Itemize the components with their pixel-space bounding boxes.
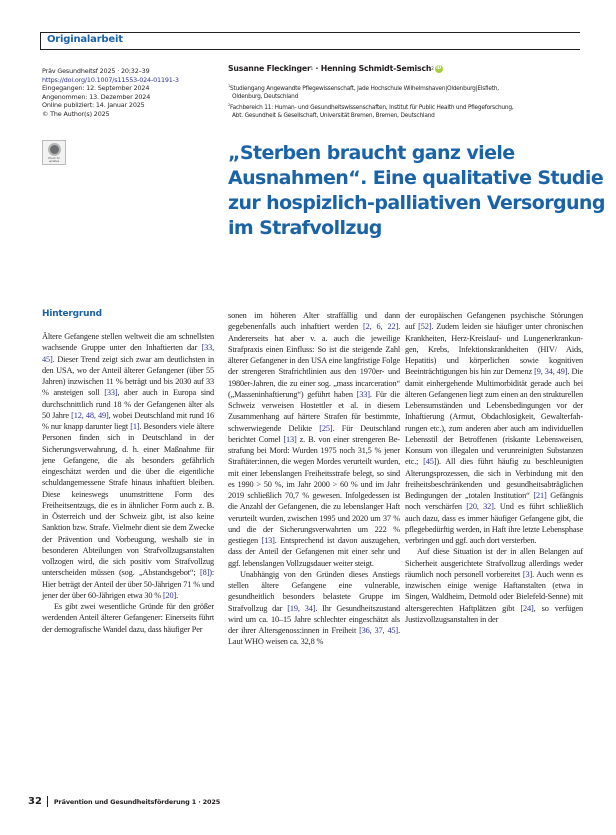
- citation-link[interactable]: [20]: [162, 590, 177, 600]
- affiliation-text: Studiengang Angewandte Pflegewissenschaft, Jade Hochschule Wilhelmshaven|Oldenburg|Elsfleth,: [230, 86, 499, 92]
- doi-link[interactable]: https://doi.org/10.1007/s11553-024-01191-3: [42, 75, 179, 84]
- citation-link[interactable]: [21]: [533, 491, 547, 500]
- citation-link[interactable]: [8]: [199, 568, 210, 578]
- copyright: © The Author(s) 2025: [42, 109, 110, 118]
- article-metadata: [42, 67, 227, 119]
- paragraph: der europäischen Gefangenen psychische Störungen auf [52]. Zudem leiden sie häufiger unter chronischen Krankheiten, Herz-Kreislauf- und Lungenerkrankungen, Krebs, Infektionskrankheiten (HIV/ Aids, Hepatitis) und körperlichen sowie kognitiven Beeinträchtigungen bis hin zur Demenz [9, 34, 49]. Die damit einhergehende Multimorbidität gerade auch bei älteren Gefangenen liegt zum einen an den strukturellen Lebensumständen und Lebensbedingungen vor der Inhaftierung (Armut, Obdachlosigkeit, Gewalterfahrungen etc.), zum anderen aber auch am individuellen Lebensstil der Betroffenen (riskante Lebensweisen, Konsum von illegalen und verunreinigten Substanzen etc.; [45]). All dies führt häufig zu beschleunigten Alterungsprozessen, die sich in Verbindung mit den freiheitsbeschränkenden und gesundheitsabträglichen Bedingungen der „totalen Institution“ [21] Gefängnis noch verschärfen [20, 32]. Und es führt schließlich auch dazu, dass es immer häufiger Gefangene gibt, die pflegebedürftig werden, in Haft ihre letzte Lebensphase verbringen und ggf. auch dort versterben.: [405, 311, 584, 545]
- author-2: Henning Schmidt-Semisch: [320, 64, 432, 73]
- page-number: 32: [28, 796, 42, 807]
- citation-link[interactable]: [33]: [356, 389, 370, 399]
- citation-link[interactable]: [24]: [520, 603, 534, 613]
- accepted-date: Angenommen: 13. Dezember 2024: [42, 92, 151, 101]
- check-for-updates-badge[interactable]: [42, 140, 66, 165]
- paragraph: Ältere Gefangene stellen weltweit die am schnellsten wachsende Gruppe unter den Inhaftierten dar [33, 45]. Dieser Trend zeigt sich zwar am deutlichsten in den USA, wo der Anteil älterer Gefangener (über 55 Jahren) inzwischen 11 % beträgt und bis 2030 auf 33 % ansteigen soll [33], aber auch in Europa sind durchschnittlich rund 18 % der Gefangenen älter als 50 Jahre [12, 48, 49], wobei Deutschland mit rund 16 % nur knapp darunter liegt [1]. Besonders viele ältere Personen finden sich in Deutschland in der Sicherungsverwahrung, d. h. einer Maßnahme für jene Gefangene, die als besonders gefährlich eingeschätzt werden und die über die eigentliche schuldangemessene Strafe hinaus inhaftiert bleiben. Diese keineswegs unumstrittene Form des Freiheitsentzugs, die es in ähnlicher Form auch z. B. in Österreich und der Schweiz gibt, ist also keine Sanktion bzw. Strafe. Vielmehr dient sie dem Zwecke der Prävention und Vorbeugung, weshalb sie in besonderen Abteilungen von Strafvollzugsanstalten vollzogen wird, die sich positiv vom Strafvollzug unterscheiden müssen (sog. „Abstandsgebot“; [8]): Hier beträgt der Anteil der über 50-Jährigen 71 % und jener der über 60-Jährigen etwa 30 % [20].: [42, 332, 214, 600]
- citation-link[interactable]: [12, 48, 49]: [71, 410, 109, 420]
- section-label: Originalarbeit: [47, 34, 123, 45]
- section-label-bar: [40, 32, 580, 50]
- author-list: [228, 64, 443, 73]
- body-column-1: [42, 309, 214, 635]
- affiliation-text: Fachbereich 11: Human- und Gesundheitswissenschaften, Institut für Public Health und Pflegeforschung,: [230, 105, 514, 111]
- author-2-affiliation-ref: 2: [431, 66, 434, 71]
- body-column-2: [228, 310, 400, 648]
- crossmark-label: Check for updates: [47, 157, 61, 163]
- citation-link[interactable]: [9, 34, 49]: [534, 367, 568, 377]
- footer-divider: [47, 796, 48, 807]
- author-separator: ·: [312, 64, 321, 73]
- citation: Präv Gesundheitsf 2025 · 20:32–39: [42, 67, 150, 75]
- affiliation-number: 2: [228, 103, 231, 107]
- citation-link[interactable]: [13]: [283, 434, 297, 444]
- citation-link[interactable]: [3]: [522, 569, 533, 579]
- affiliation-number: 1: [228, 84, 231, 88]
- citation-link[interactable]: [25]: [319, 423, 333, 433]
- body-column-3: [405, 310, 583, 625]
- affiliation-2: [228, 101, 608, 120]
- citation-link[interactable]: [1]: [130, 422, 140, 431]
- paragraph: Es gibt zwei wesentliche Gründe für den größer werdenden Anteil älterer Gefangener: Einerseits führt der demografische Wandel dazu, dass häufiger Per: [42, 602, 214, 634]
- citation-link[interactable]: [33]: [104, 388, 118, 398]
- paragraph: Unabhängig von den Gründen dieses Anstiegs stellen ältere Gefangene eine vulnerable, gesundheitlich besonders belastete Gruppe im Strafvollzug dar [19, 34]. Ihr Gesundheitszustand wird um ca. 10–15 Jahre schlechter eingeschätzt als der ihrer Altersgenoss:innen in Freiheit [36, 37, 45]. Laut WHO weisen ca. 32,8 %: [228, 569, 400, 647]
- paragraph: Auf diese Situation ist der in allen Belangen auf Sicherheit ausgerichtete Strafvollzug allerdings weder räumlich noch personell vorbereitet [3]. Auch wenn es inzwischen einige wenige Haftanstalten (etwa in Singen, Waldheim, Detmold oder Bielefeld-Senne) mit altersgerechten Haftplätzen gibt [24], so verfügen Justizvollzugsanstalten in der: [405, 547, 584, 624]
- paragraph: sonen im höheren Alter straffällig und dann gegebenenfalls auch inhaftiert werden [2, 6, 22]. Andererseits hat aber v. a. auch die jeweilige Strafpraxis einen Einfluss: So ist die steigende Zahl älterer Gefangener in den USA eine langfristige Folge der strengeren Strafrichtlinien aus den 1970er- und 1980er-Jahren, die zu einer sog. „mass incarceration“ („Masseninhaftierung“) geführt haben [33]. Für die Schweiz verweisen Hostettler et al. in diesem Zusammenhang auf härtere Strafen für bestimmte, schwerwiegende Delikte [25]. Für Deutschland berichtet Cornel [13] z. B. von einer strengeren Bestrafung bei Mord: Wurden 1975 noch 31,5 % jener Straftäter:innen, die wegen Mordes verurteilt wurden, mit einer lebenslangen Freiheitsstrafe belegt, so sind es 1990 > 50 %, im Jahr 2000 > 60 % und im Jahr 2019 schließlich 70,7 % gewesen. Infolgedessen ist die Anzahl der Gefangenen, die zu lebenslanger Haft verurteilt wurden, zwischen 1995 und 2020 um 37 % und die der Sicherungsverwahrten um 222 % gestiegen [13]. Entsprechend ist davon auszugehen, dass der Anteil der Gefangenen mit einer sehr und ggf. lebenslangen Vollzugsdauer weiter steigt.: [228, 311, 400, 568]
- citation-link[interactable]: [2, 6, 22]: [363, 322, 399, 332]
- orcid-icon[interactable]: iD: [436, 65, 442, 71]
- section-heading: Hintergrund: [42, 309, 102, 319]
- citation-link[interactable]: [20, 32]: [466, 502, 494, 512]
- citation-link[interactable]: [33, 45]: [42, 343, 214, 364]
- author-1: Susanne Fleckinger: [228, 64, 311, 73]
- affiliation-1: [228, 82, 608, 101]
- citation-link[interactable]: [52]: [418, 322, 432, 332]
- affiliation-text: Abt. Gesundheit & Gesellschaft, Universität Bremen, Bremen, Deutschland: [232, 113, 435, 120]
- affiliation-text: Oldenburg, Deutschland: [232, 94, 299, 101]
- author-1-affiliation-ref: 1: [310, 66, 313, 71]
- article-title: „Sterben braucht ganz viele Ausnahmen“. Eine qualitative Studie zur hospizlich-palliativen Versorgung im Strafvollzug: [228, 142, 605, 239]
- citation-link[interactable]: [36, 37, 45]: [359, 626, 399, 635]
- journal-name: Prävention und Gesundheitsförderung 1 · 2025: [53, 797, 221, 806]
- published-date: Online publiziert: 14. Januar 2025: [42, 101, 145, 110]
- citation-link[interactable]: [19, 34]: [287, 603, 316, 613]
- received-date: Eingegangen: 12. September 2024: [42, 84, 150, 93]
- citation-link[interactable]: [13]: [261, 536, 275, 545]
- crossmark-icon: [48, 143, 61, 156]
- page-footer: [28, 796, 220, 807]
- citation-link[interactable]: [45]: [423, 457, 437, 467]
